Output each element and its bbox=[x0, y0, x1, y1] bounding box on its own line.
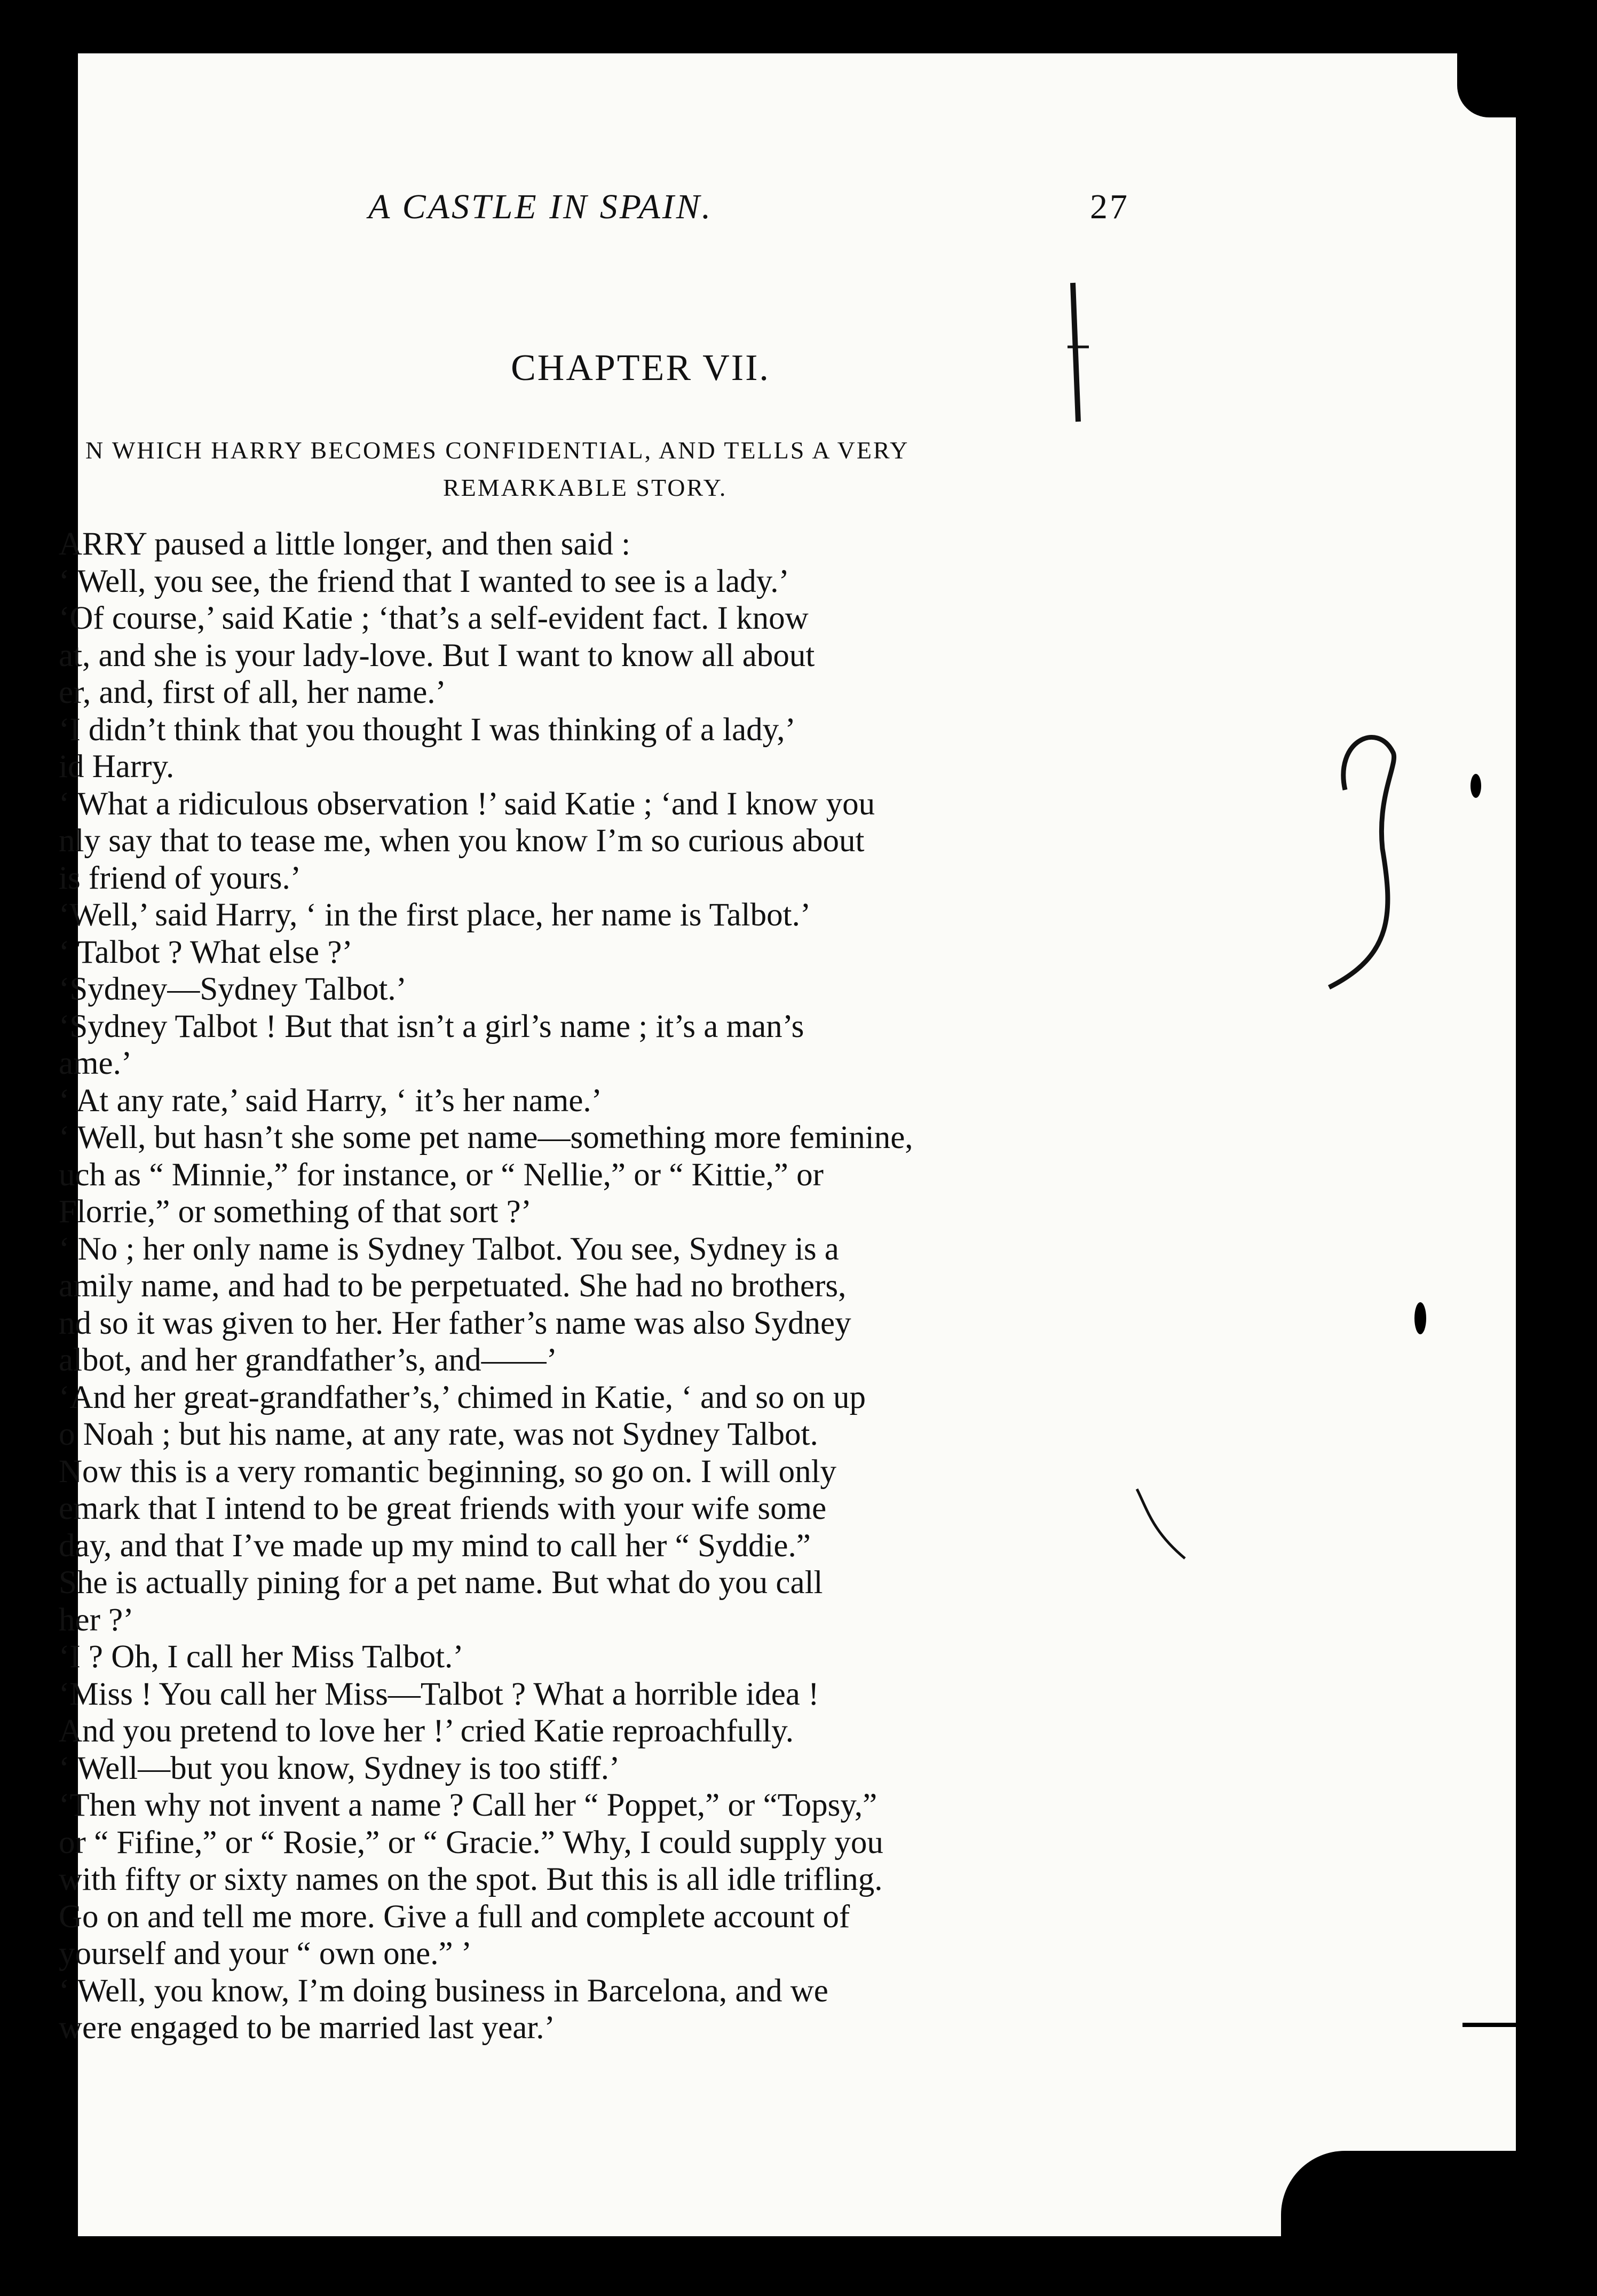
text-line-content: ‘ Well, but hasn’t she some pet name—something more feminine, bbox=[59, 1120, 913, 1155]
text-line bbox=[59, 1490, 1126, 1527]
text-line bbox=[59, 1157, 1126, 1194]
text-line-content: her ?’ bbox=[59, 1602, 134, 1638]
text-line bbox=[59, 1193, 1126, 1231]
corner-blot-top-right bbox=[1457, 53, 1516, 117]
text-line-content: She is actually pining for a pet name. But what do you call bbox=[59, 1565, 823, 1601]
text-line-content: at, and she is your lady-love. But I want to know all about bbox=[59, 637, 815, 674]
text-line-content: o Noah ; but his name, at any rate, was not Sydney Talbot. bbox=[59, 1416, 818, 1452]
chapter-subtitle-line: N WHICH HARRY BECOMES CONFIDENTIAL, AND TELLS A VERY bbox=[85, 437, 910, 464]
text-line bbox=[59, 2009, 1126, 2047]
text-line bbox=[59, 1564, 1126, 1602]
text-line-content: ‘ No ; her only name is Sydney Talbot. You see, Sydney is a bbox=[59, 1231, 839, 1267]
text-line bbox=[59, 1787, 1126, 1824]
text-line bbox=[59, 637, 1126, 675]
margin-bracket-mark bbox=[1313, 710, 1420, 1009]
text-line bbox=[59, 786, 1126, 823]
text-line bbox=[59, 748, 1126, 786]
text-line bbox=[59, 1082, 1126, 1120]
text-line bbox=[59, 971, 1126, 1008]
text-line-content: ‘ What a ridiculous observation !’ said Katie ; ‘and I know you bbox=[59, 786, 875, 822]
text-line bbox=[59, 1861, 1126, 1898]
running-head-title: A CASTLE IN SPAIN. bbox=[368, 187, 713, 226]
text-line-content: ‘I ? Oh, I call her Miss Talbot.’ bbox=[59, 1639, 464, 1675]
chapter-subtitle-line: REMARKABLE STORY. bbox=[443, 474, 728, 501]
text-line bbox=[59, 1602, 1126, 1639]
chapter-heading: CHAPTER VII. bbox=[511, 347, 770, 389]
text-line-content: emark that I intend to be great friends with your wife some bbox=[59, 1491, 827, 1526]
text-line-content: id Harry. bbox=[59, 749, 175, 785]
text-line bbox=[59, 1231, 1126, 1268]
text-line bbox=[59, 822, 1126, 860]
text-line-content: er, and, first of all, her name.’ bbox=[59, 675, 446, 710]
text-line-content: amily name, and had to be perpetuated. She had no brothers, bbox=[59, 1268, 847, 1304]
text-line-content: nly say that to tease me, when you know I’m so curious about bbox=[59, 823, 865, 859]
text-line bbox=[59, 1008, 1126, 1046]
text-line-content: ‘Of course,’ said Katie ; ‘that’s a self-evident fact. I know bbox=[59, 600, 809, 636]
text-line-content: ‘And her great-grandfather’s,’ chimed in Katie, ‘ and so on up bbox=[59, 1379, 866, 1415]
text-line bbox=[59, 1750, 1126, 1787]
text-line bbox=[59, 1379, 1126, 1416]
text-line-content: is friend of yours.’ bbox=[59, 860, 302, 896]
text-line-content: ‘I didn’t think that you thought I was thinking of a lady,’ bbox=[59, 711, 796, 748]
text-line bbox=[59, 1527, 1126, 1565]
text-line-content: ‘ Well—but you know, Sydney is too stiff.’ bbox=[59, 1750, 620, 1786]
text-line bbox=[59, 1935, 1126, 1973]
text-line bbox=[59, 934, 1126, 971]
text-line-content: Florrie,” or something of that sort ?’ bbox=[59, 1194, 532, 1230]
text-line bbox=[59, 526, 1126, 563]
text-line-content: ‘ Well, you know, I’m doing business in Barcelona, and we bbox=[59, 1973, 828, 2009]
text-line-content: yourself and your “ own one.” ’ bbox=[59, 1936, 472, 1972]
text-line-content: ‘ Talbot ? What else ?’ bbox=[59, 934, 353, 970]
running-head bbox=[59, 187, 1516, 240]
book-page bbox=[59, 53, 1516, 2236]
ink-dash bbox=[1462, 2023, 1516, 2027]
text-line bbox=[59, 1416, 1126, 1453]
text-line-content: ‘ Well, you see, the friend that I wanted to see is a lady.’ bbox=[59, 563, 789, 599]
text-line-content: ‘Well,’ said Harry, ‘ in the first place, her name is Talbot.’ bbox=[59, 897, 811, 933]
text-line bbox=[59, 674, 1126, 711]
text-line-content: ‘Sydney—Sydney Talbot.’ bbox=[59, 971, 407, 1007]
text-line-content: nd so it was given to her. Her father’s name was also Sydney bbox=[59, 1305, 851, 1341]
text-line bbox=[59, 1824, 1126, 1862]
ink-dot bbox=[1470, 774, 1481, 798]
text-line bbox=[59, 1119, 1126, 1157]
text-line bbox=[59, 600, 1126, 637]
corner-blot-bottom-right bbox=[1281, 2151, 1516, 2236]
text-line bbox=[59, 1268, 1126, 1305]
text-line bbox=[59, 1305, 1126, 1342]
text-line-content: ARRY paused a little longer, and then said : bbox=[59, 526, 631, 562]
text-line-content: albot, and her grandfather’s, and——’ bbox=[59, 1342, 557, 1378]
text-line bbox=[59, 1713, 1126, 1750]
margin-backslash-mark bbox=[1126, 1484, 1190, 1564]
text-line bbox=[59, 1453, 1126, 1491]
text-line bbox=[59, 711, 1126, 749]
ink-dot bbox=[1414, 1302, 1426, 1334]
text-line-content: ‘ At any rate,’ said Harry, ‘ it’s her name.’ bbox=[59, 1082, 602, 1119]
text-line-content: or “ Fifine,” or “ Rosie,” or “ Gracie.” Why, I could supply you bbox=[59, 1824, 883, 1860]
text-line-content: And you pretend to love her !’ cried Katie reproachfully. bbox=[59, 1713, 794, 1749]
text-line bbox=[59, 1045, 1126, 1082]
text-line-content: day, and that I’ve made up my mind to call her “ Syddie.” bbox=[59, 1527, 811, 1564]
page-number: 27 bbox=[1090, 187, 1129, 226]
text-line-content: uch as “ Minnie,” for instance, or “ Nellie,” or “ Kittie,” or bbox=[59, 1157, 824, 1193]
text-line bbox=[59, 1638, 1126, 1676]
text-line bbox=[59, 860, 1126, 897]
text-line bbox=[59, 1676, 1126, 1713]
text-line-content: ‘Miss ! You call her Miss—Talbot ? What a horrible idea ! bbox=[59, 1676, 819, 1712]
text-line-content: were engaged to be married last year.’ bbox=[59, 2010, 555, 2046]
text-line bbox=[59, 1898, 1126, 1936]
text-line bbox=[59, 563, 1126, 600]
text-line-content: Now this is a very romantic beginning, so go on. I will only bbox=[59, 1453, 837, 1490]
text-line-content: with fifty or sixty names on the spot. But this is all idle trifling. bbox=[59, 1862, 883, 1897]
text-line bbox=[59, 1342, 1126, 1379]
text-line-content: ame.’ bbox=[59, 1046, 132, 1081]
text-line bbox=[59, 1973, 1126, 2010]
body-text bbox=[59, 526, 1126, 2047]
text-line bbox=[59, 897, 1126, 934]
text-line-content: ‘Sydney Talbot ! But that isn’t a girl’s name ; it’s a man’s bbox=[59, 1008, 804, 1044]
text-line-content: ‘Then why not invent a name ? Call her “ Poppet,” or “Topsy,” bbox=[59, 1787, 877, 1823]
text-line-content: Go on and tell me more. Give a full and complete account of bbox=[59, 1898, 850, 1935]
